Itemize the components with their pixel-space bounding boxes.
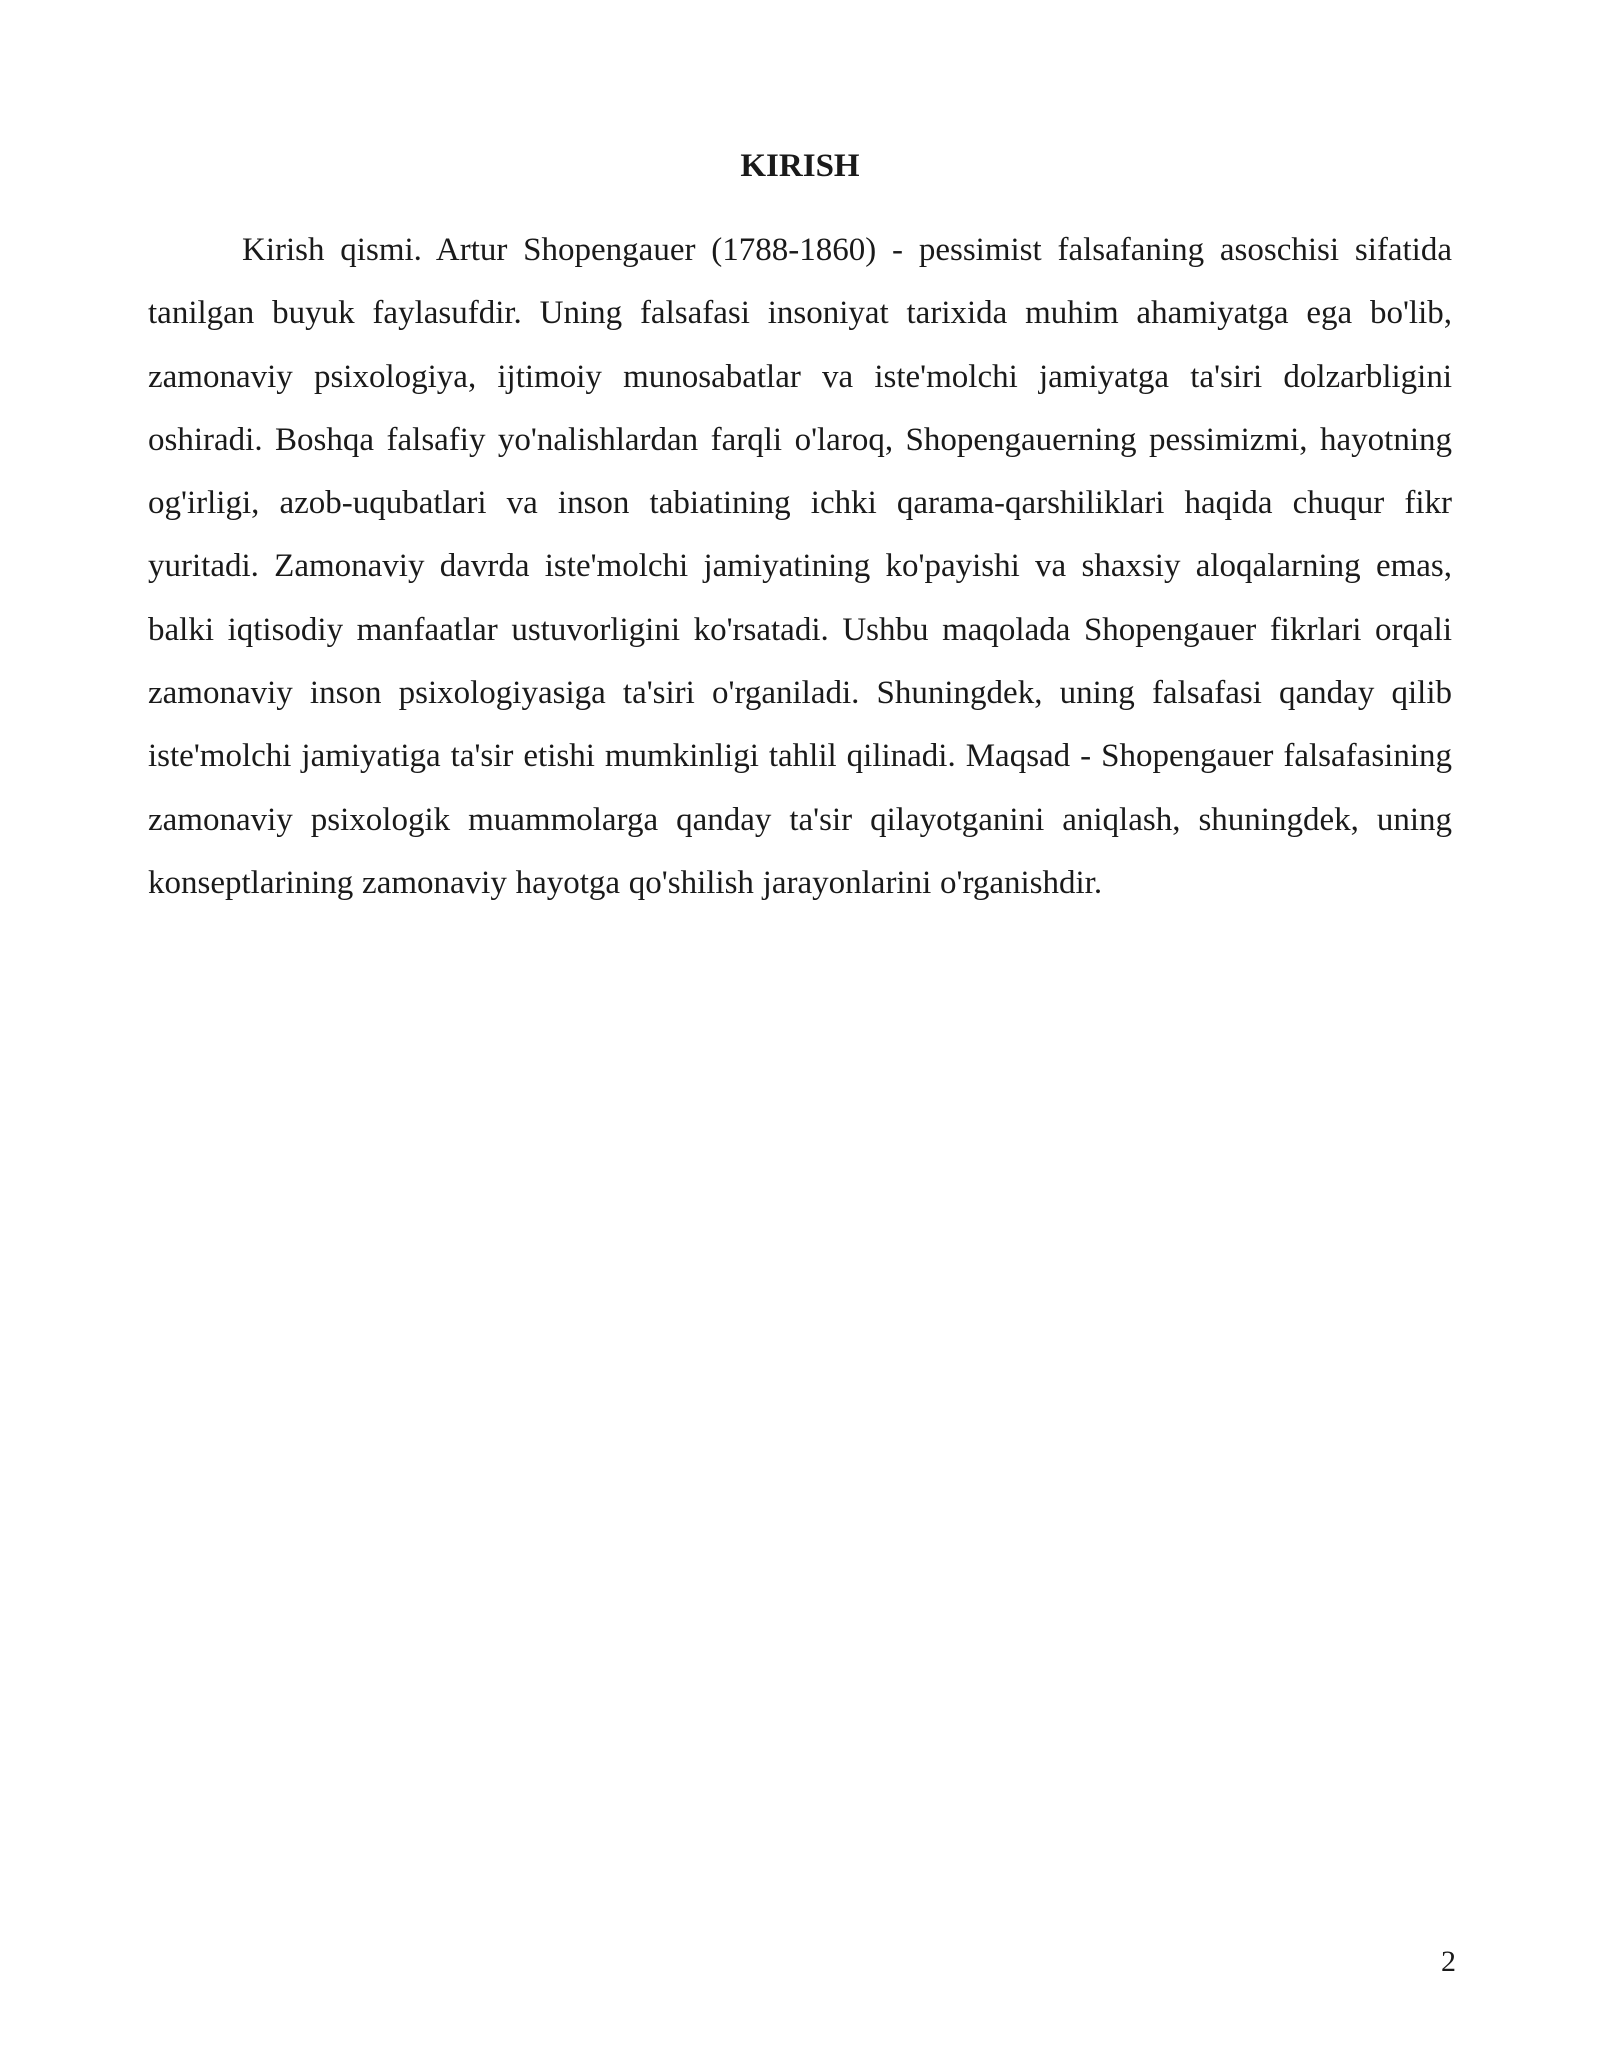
section-heading: KIRISH — [740, 148, 860, 184]
body-paragraph: Kirish qismi. Artur Shopengauer (1788-1860) - pessimist falsafaning asoschisi sifatida tanilgan buyuk faylasufdir. Uning falsafasi insoniyat tarixida muhim ahamiyatga ega bo'lib, zamonaviy psixologiya, ijtimoiy munosabatlar va iste'molchi jamiyatga ta'siri dolzarbligini oshiradi. Boshqa falsafiy yo'nalishlardan farqli o'laroq, Shopengauerning pessimizmi, hayotning og'irligi, azob-uqubatlari va inson tabiatining ichki qarama-qarshiliklari haqida chuqur fikr yuritadi. Zamonaviy davrda iste'molchi jamiyatining ko'payishi va shaxsiy aloqalarning emas, balki iqtisodiy manfaatlar ustuvorligini ko'rsatadi. Ushbu maqolada Shopengauer fikrlari orqali zamonaviy inson psixologiyasiga ta'siri o'rganiladi. Shuningdek, uning falsafasi qanday qilib iste'molchi jamiyatiga ta'sir etishi mumkinligi tahlil qilinadi. Maqsad - Shopengauer falsafasining zamonaviy psixologik muammolarga qanday ta'sir qilayotganini aniqlash, shuningdek, uning konseptlarining zamonaviy hayotga qo'shilish jarayonlarini o'rganishdir. — [148, 232, 1452, 901]
page-number: 2 — [1441, 1945, 1456, 1978]
